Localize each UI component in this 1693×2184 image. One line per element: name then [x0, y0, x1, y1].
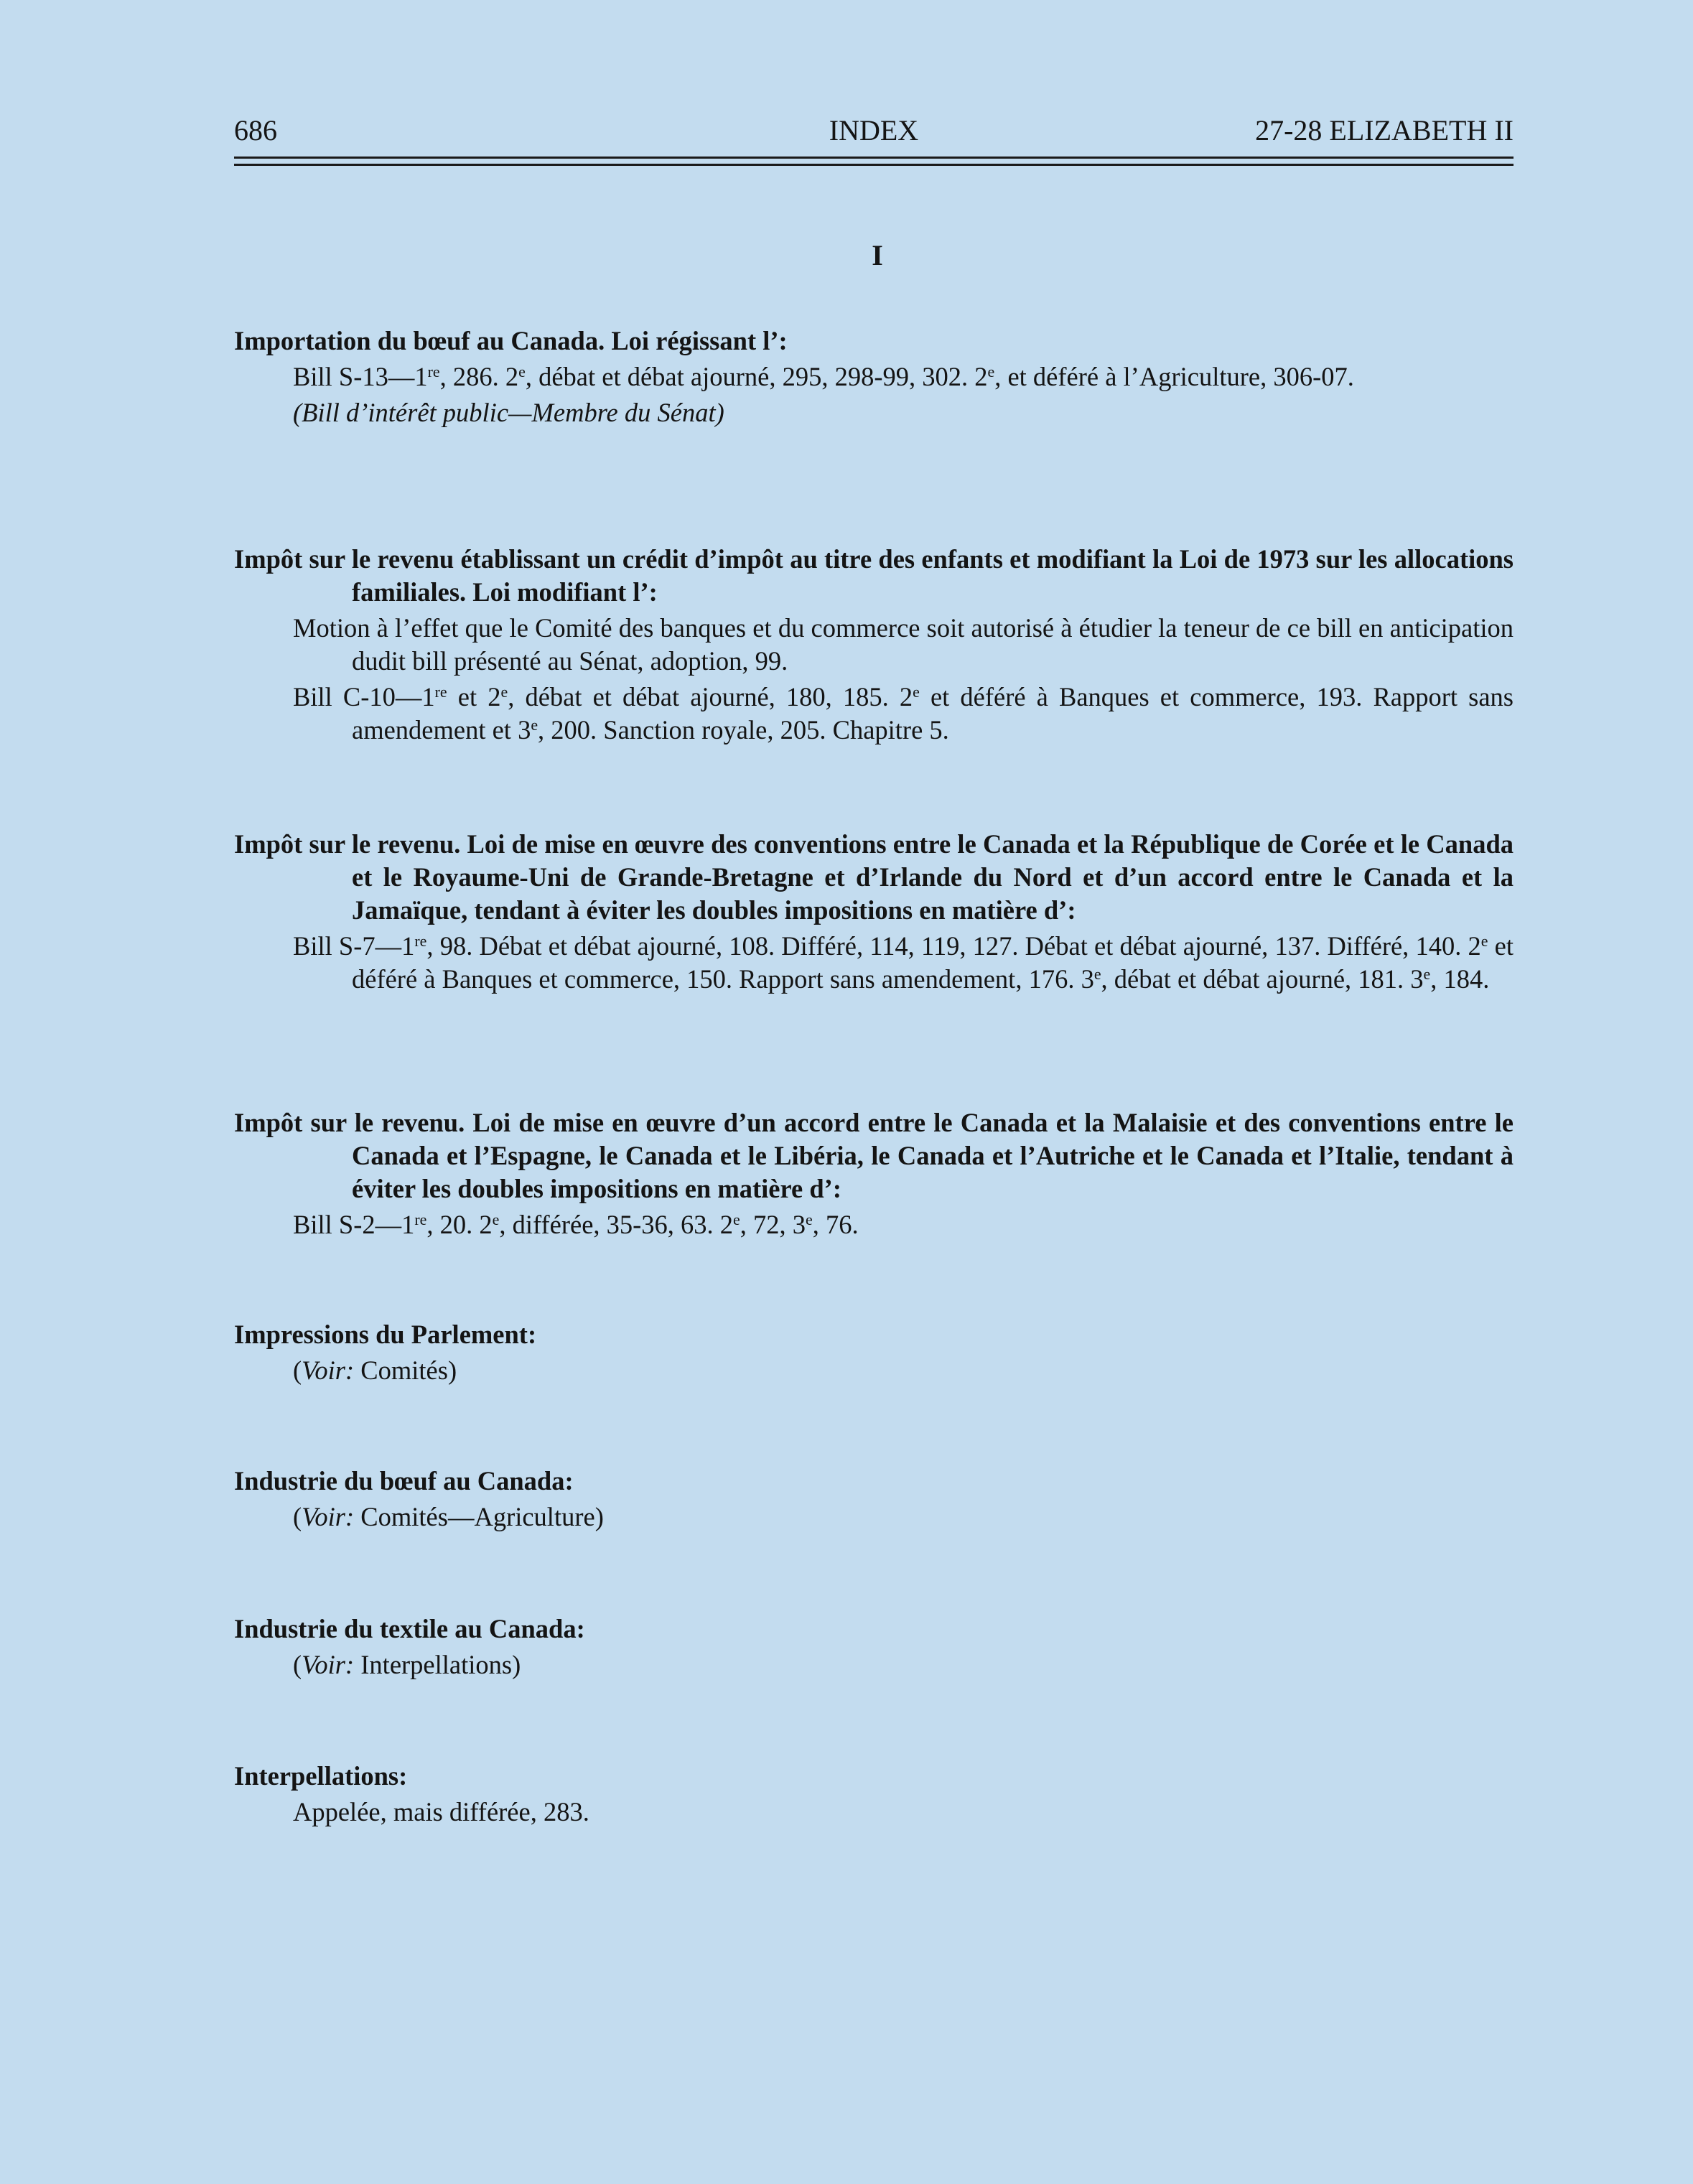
- page-number: 686: [234, 114, 277, 146]
- entry-bill-line: Bill S-2—1re, 20. 2e, différée, 35-36, 63. 2e, 72, 3e, 76.: [293, 1210, 859, 1239]
- entry-motion-line: Motion à l’effet que le Comité des banques et du commerce soit autorisé à étudier la teneur de ce bill en anticipation dudit bill présenté au Sénat, adoption, 99.: [293, 613, 1514, 676]
- entry-see-reference: (Voir: Interpellations): [293, 1650, 521, 1679]
- index-entry-importation-boeuf: [234, 325, 1514, 429]
- header-rule-bottom: [234, 164, 1514, 166]
- entry-bill-line: Bill S-13—1re, 286. 2e, débat et débat ajourné, 295, 298-99, 302. 2e, et déféré à l’Agriculture, 306-07.: [293, 362, 1354, 391]
- entry-see-reference: (Voir: Comités): [293, 1355, 457, 1385]
- entry-heading: Industrie du textile au Canada:: [234, 1614, 585, 1643]
- index-entry-interpellations: [234, 1760, 1514, 1829]
- entry-reference-line: Appelée, mais différée, 283.: [293, 1797, 589, 1826]
- running-title: INDEX: [829, 114, 919, 146]
- entry-see-reference: (Voir: Comités—Agriculture): [293, 1502, 604, 1531]
- index-entry-industrie-boeuf: [234, 1465, 1514, 1534]
- index-entry-accord-malaisie: [234, 1106, 1514, 1241]
- entry-bill-line: Bill C-10—1re et 2e, débat et débat ajourné, 180, 185. 2e et déféré à Banques et commerce, 193. Rapport sans amendement et 3e, 200. Sanction royale, 205. Chapitre 5.: [293, 682, 1514, 745]
- entry-heading: Interpellations:: [234, 1761, 408, 1791]
- index-entry-impressions-parlement: [234, 1318, 1514, 1387]
- entry-heading: Impôt sur le revenu. Loi de mise en œuvre des conventions entre le Canada et la République de Corée et le Canada et le Royaume-Uni de Grande-Bretagne et d’Irlande du Nord et d’un accord entre le Canada et la Jamaïque, tendant à éviter les doubles impositions en matière d’:: [234, 829, 1514, 925]
- entry-heading: Impôt sur le revenu établissant un crédit d’impôt au titre des enfants et modifiant la Loi de 1973 sur les allocations familiales. Loi modifiant l’:: [234, 544, 1514, 607]
- entry-heading: Industrie du bœuf au Canada:: [234, 1466, 574, 1495]
- section-letter: I: [872, 239, 883, 271]
- index-entry-conventions-coree: [234, 828, 1514, 996]
- entry-heading: Impressions du Parlement:: [234, 1320, 537, 1349]
- session-label: 27-28 ELIZABETH II: [1255, 114, 1514, 146]
- entry-heading: Importation du bœuf au Canada. Loi régissant l’:: [234, 326, 788, 355]
- header-rule-top: [234, 157, 1514, 159]
- index-entry-industrie-textile: [234, 1613, 1514, 1681]
- entry-heading: Impôt sur le revenu. Loi de mise en œuvre d’un accord entre le Canada et la Malaisie et des conventions entre le Canada et l’Espagne, le Canada et le Libéria, le Canada et l’Autriche et le Canada et l’Italie, tendant à éviter les doubles impositions en matière d’:: [234, 1108, 1514, 1203]
- index-entry-credit-impot-enfants: [234, 543, 1514, 747]
- entry-bill-type: (Bill d’intérêt public—Membre du Sénat): [293, 398, 724, 427]
- page-header: [234, 113, 1514, 154]
- entry-bill-line: Bill S-7—1re, 98. Débat et débat ajourné, 108. Différé, 114, 119, 127. Débat et débat ajourné, 137. Différé, 140. 2e et déféré à Banques et commerce, 150. Rapport sans amendement, 176. 3e, débat et débat ajourné, 181. 3e, 184.: [293, 931, 1514, 994]
